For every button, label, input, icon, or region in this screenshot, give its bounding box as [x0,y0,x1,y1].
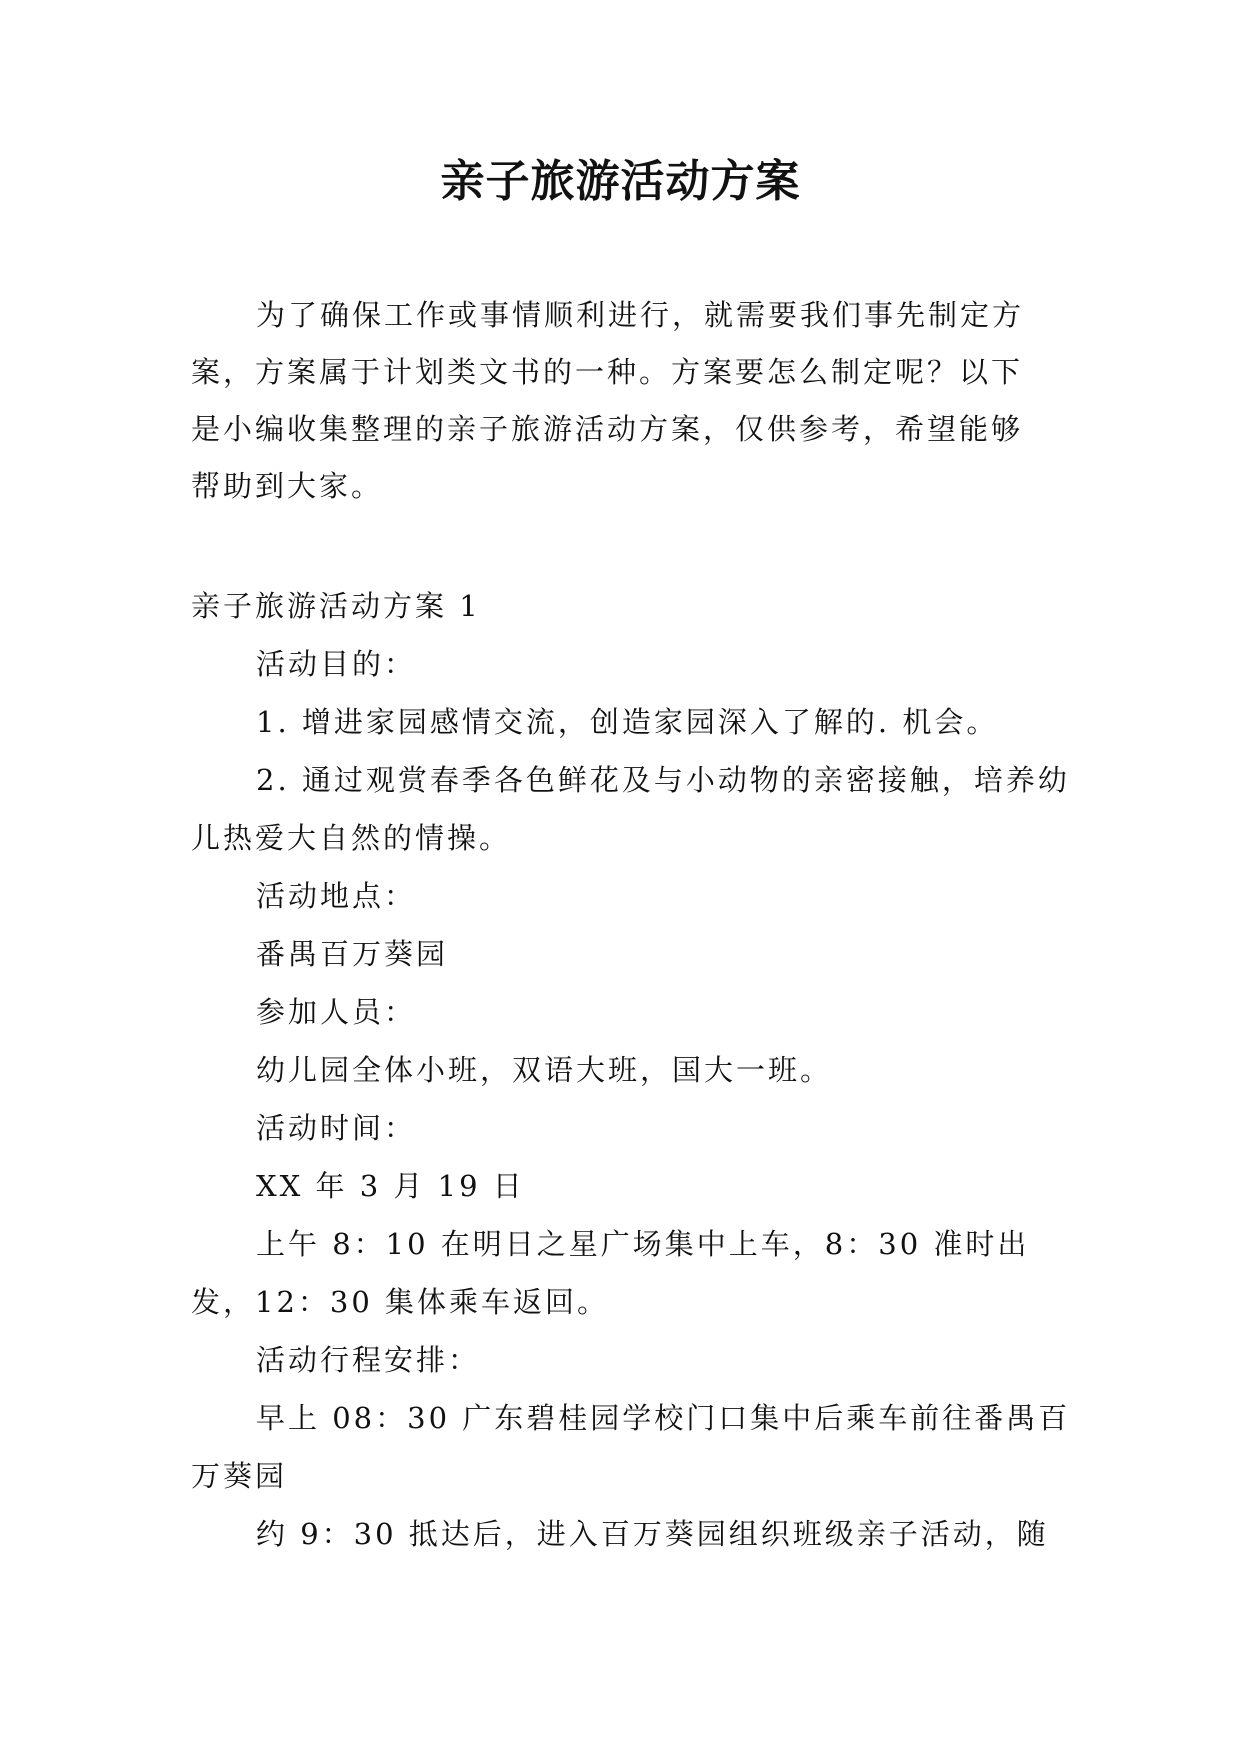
paragraph: XX 年 3 月 19 日 [256,1169,525,1203]
paragraph: 活动地点： [256,879,417,913]
intro-paragraph: 为了确保工作或事情顺利进行，就需要我们事先制定方案，方案属于计划类文书的一种。方案要怎么制定呢？以下是小编收集整理的亲子旅游活动方案，仅供参考，希望能够帮助到大家。 [191,298,1025,503]
paragraph: 约 9：30 抵达后，进入百万葵园组织班级亲子活动，随 [256,1517,1049,1551]
paragraph: 早上 08：30 广东碧桂园学校门口集中后乘车前往番禺百万葵园 [191,1401,1071,1493]
paragraph: 2. 通过观赏春季各色鲜花及与小动物的亲密接触，培养幼儿热爱大自然的情操。 [191,763,1070,855]
paragraph: 活动目的： [256,647,417,681]
document-body [191,577,1071,1563]
paragraph: 番禺百万葵园 [256,937,449,971]
section-title: 亲子旅游活动方案 1 [191,589,481,623]
paragraph: 活动时间： [256,1111,417,1145]
paragraph: 参加人员： [256,995,417,1029]
paragraph: 幼儿园全体小班，双语大班，国大一班。 [256,1053,833,1087]
paragraph: 1. 增进家园感情交流，创造家园深入了解的. 机会。 [256,705,999,739]
document-title: 亲子旅游活动方案 [440,156,801,207]
paragraph: 上午 8：10 在明日之星广场集中上车，8：30 准时出发，12：30 集体乘车返回。 [191,1227,1030,1319]
paragraph: 活动行程安排： [256,1343,481,1377]
